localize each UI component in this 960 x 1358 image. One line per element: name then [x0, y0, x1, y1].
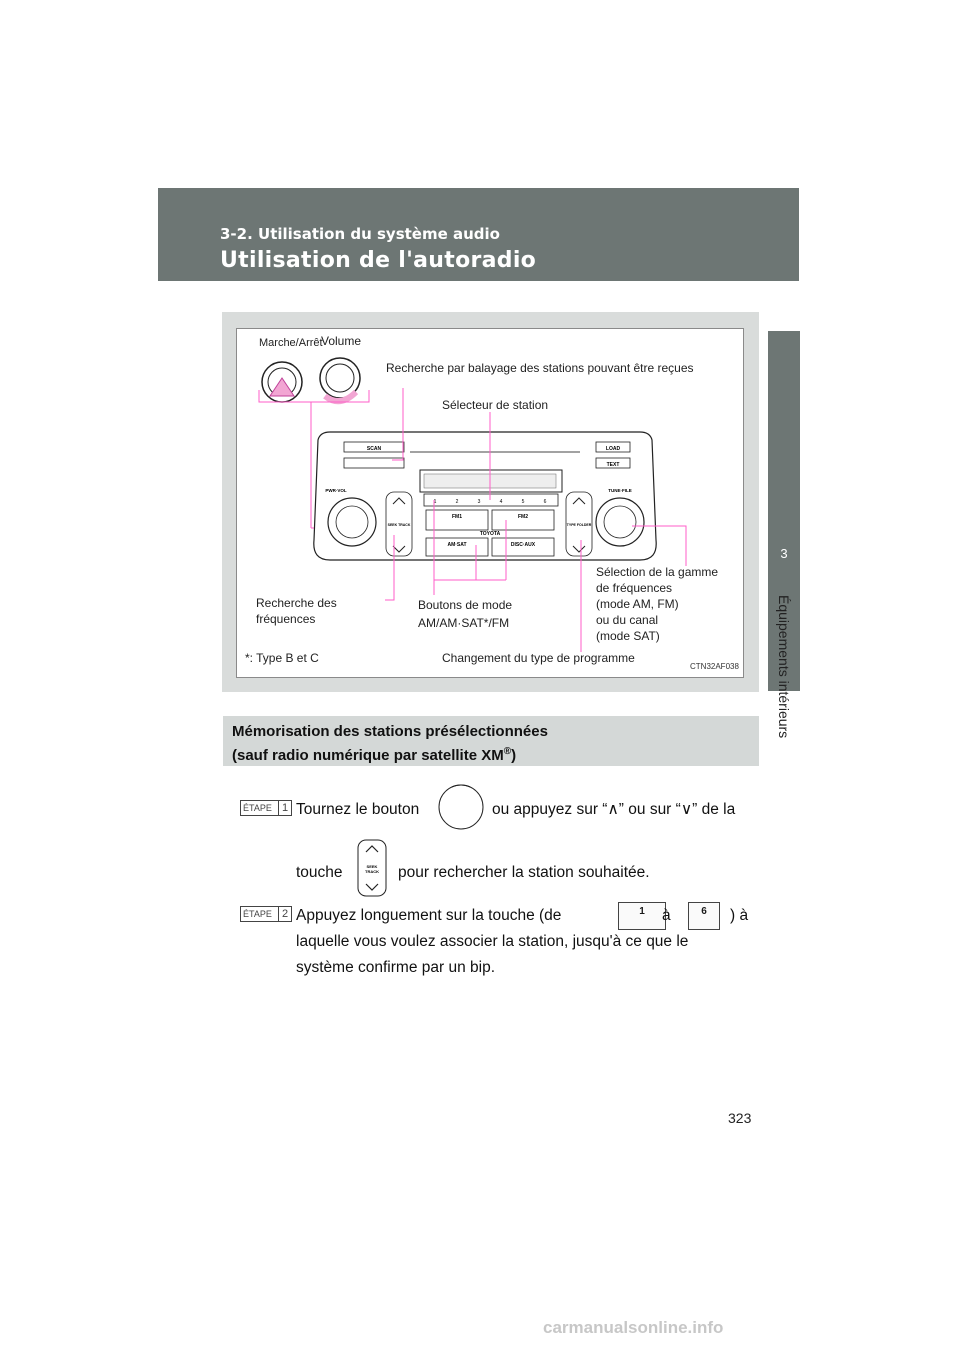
preset-1-key-label: 1 — [639, 906, 645, 917]
radio-head-unit — [314, 432, 656, 560]
scan-button-label: SCAN — [366, 446, 382, 452]
step-1-text-c: touche — [296, 864, 343, 881]
step-2-text-a: Appuyez longuement sur la touche (de — [296, 907, 562, 924]
type-folder-label: TYPE FOLDER — [566, 523, 592, 527]
step-2-line-3: système confirme par un bip. — [296, 959, 496, 976]
band-callout-3: (mode AM, FM) — [596, 597, 679, 611]
seek-track-label: SEEK TRACK — [387, 523, 411, 527]
chapter-side-label-text: Équipements intérieurs — [776, 595, 792, 739]
preset-6-key-label: 6 — [701, 906, 707, 917]
step-1-tag — [240, 800, 292, 816]
station-selector-callout: Sélecteur de station — [442, 398, 549, 412]
step-1-text-a: Tournez le bouton — [296, 801, 420, 818]
subheader-close: ) — [511, 747, 517, 764]
step-1-text-d: pour rechercher la station souhaitée. — [398, 864, 650, 881]
power-knob-icon — [262, 362, 302, 402]
pwr-vol-label: PWR·VOL — [325, 488, 347, 493]
disc-aux-label: DISC·AUX — [510, 542, 536, 548]
step-1-text-b: ou appuyez sur “∧” ou sur “∨” de la — [492, 801, 736, 818]
fm2-label: FM2 — [518, 514, 528, 520]
page-number: 323 — [728, 1110, 752, 1126]
tune-knob-icon — [438, 781, 484, 833]
figure-code: CTN32AF038 — [690, 662, 739, 671]
svg-text:SEEK: SEEK — [366, 864, 378, 869]
preset-5-label: 5 — [521, 499, 525, 505]
program-type-callout: Changement du type de programme — [442, 651, 635, 665]
chapter-number: 3 — [780, 546, 788, 561]
subheader-text — [232, 722, 548, 766]
mode-callout-2: AM/AM·SAT*/FM — [418, 616, 510, 630]
preset-1-key-icon — [618, 902, 666, 930]
preset-1-label: 1 — [433, 499, 437, 505]
watermark: carmanualsonline.info — [543, 1318, 724, 1337]
band-callout-1: Sélection de la gamme — [596, 565, 719, 579]
load-button-label: LOAD — [605, 446, 621, 452]
seek-callout-1: Recherche des — [256, 596, 337, 610]
preset-4-label: 4 — [499, 499, 503, 505]
step-2-text-mid: à — [662, 907, 671, 924]
preset-3-label: 3 — [477, 499, 481, 505]
section-label: 3-2. Utilisation du système audio — [220, 225, 500, 243]
step-1-label: ÉTAPE — [243, 803, 272, 813]
seek-callout-2: fréquences — [256, 612, 316, 626]
preset-6-key-icon — [688, 902, 720, 930]
step-2-text-end: ) à — [730, 907, 749, 924]
step-2-label: ÉTAPE — [243, 909, 272, 919]
preset-6-label: 6 — [543, 499, 547, 505]
band-callout-5: (mode SAT) — [596, 629, 660, 643]
band-callout-2: de fréquences — [596, 581, 673, 595]
page-title: Utilisation de l'autoradio — [220, 248, 537, 273]
svg-text:TRACK: TRACK — [365, 869, 379, 874]
tune-file-label: TUNE·FILE — [608, 488, 632, 493]
step-2-tag — [240, 906, 292, 922]
step-2-number: 2 — [278, 907, 291, 921]
mode-callout-1: Boutons de mode — [418, 598, 513, 612]
subheader-line-1: Mémorisation des stations présélectionnées — [232, 723, 548, 740]
brand-label: TOYOTA — [479, 531, 501, 537]
volume-label: Volume — [321, 334, 362, 348]
volume-knob-icon — [320, 358, 360, 401]
am-sat-label: AM·SAT — [447, 542, 467, 548]
band-callout-4: ou du canal — [596, 613, 659, 627]
registered-mark: ® — [503, 746, 512, 757]
power-label: Marche/Arrêt — [259, 337, 323, 349]
step-1-number: 1 — [278, 801, 291, 815]
seek-track-key-icon — [352, 838, 392, 898]
fm1-label: FM1 — [452, 514, 462, 520]
step-2-line-2: laquelle vous voulez associer la station, jusqu'à ce que le — [296, 933, 689, 950]
subheader-line-2: (sauf radio numérique par satellite XM — [232, 747, 504, 764]
scan-callout: Recherche par balayage des stations pouvant être reçues — [386, 361, 694, 375]
footnote: *: Type B et C — [245, 651, 319, 665]
text-button-label: TEXT — [606, 462, 620, 468]
preset-2-label: 2 — [455, 499, 459, 505]
section-subheader — [223, 716, 759, 766]
